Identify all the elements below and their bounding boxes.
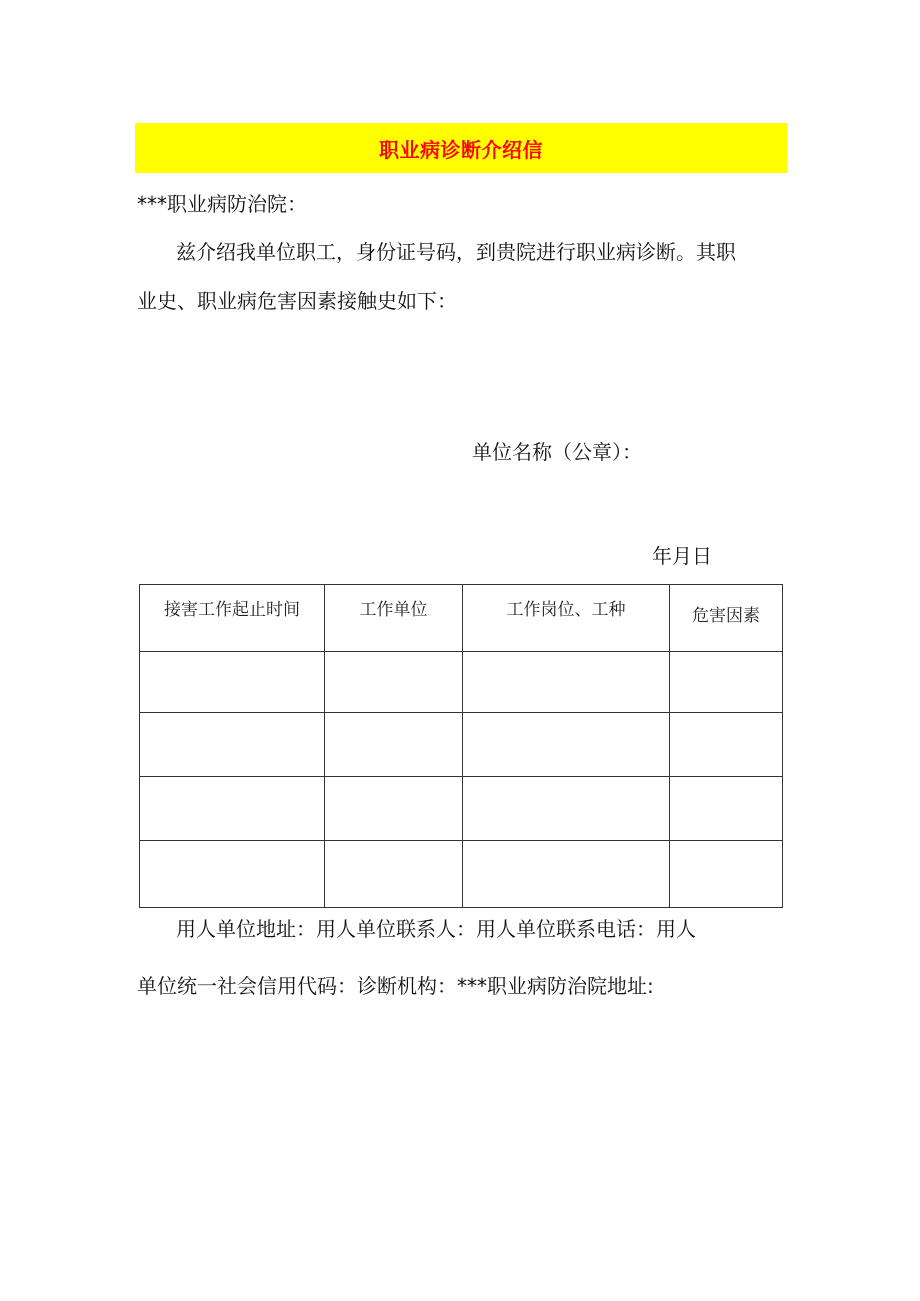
table-cell[interactable] bbox=[670, 841, 783, 908]
table-cell[interactable] bbox=[325, 652, 463, 713]
table-cell[interactable] bbox=[463, 652, 670, 713]
title-banner bbox=[135, 123, 787, 173]
table-cell[interactable] bbox=[670, 652, 783, 713]
occupational-history-table bbox=[139, 584, 783, 908]
header-work-unit: 工作单位 bbox=[325, 585, 463, 652]
table-row bbox=[140, 841, 783, 908]
org-name-seal-label: 单位名称（公章）： bbox=[472, 440, 642, 464]
table-cell[interactable] bbox=[463, 841, 670, 908]
table-cell[interactable] bbox=[463, 713, 670, 777]
table-row bbox=[140, 713, 783, 777]
footer-contact-line-1: 用人单位地址：用人单位联系人：用人单位联系电话：用人 bbox=[176, 917, 696, 941]
salutation: ***职业病防治院： bbox=[137, 192, 307, 216]
table-header-row bbox=[140, 585, 783, 652]
table-cell[interactable] bbox=[140, 713, 325, 777]
table-cell[interactable] bbox=[325, 713, 463, 777]
table-cell[interactable] bbox=[670, 713, 783, 777]
table-cell[interactable] bbox=[140, 652, 325, 713]
header-job-position: 工作岗位、工种 bbox=[463, 585, 670, 652]
date-label: 年月日 bbox=[652, 544, 712, 568]
table-cell[interactable] bbox=[670, 777, 783, 841]
body-paragraph-line-2: 业史、职业病危害因素接触史如下： bbox=[137, 289, 457, 313]
table-cell[interactable] bbox=[325, 841, 463, 908]
table-cell[interactable] bbox=[325, 777, 463, 841]
table-row bbox=[140, 652, 783, 713]
header-exposure-period: 接害工作起止时间 bbox=[140, 585, 325, 652]
header-hazard-factors: 危害因素 bbox=[670, 585, 783, 652]
document-title: 职业病诊断介绍信 bbox=[379, 137, 543, 162]
footer-contact-line-2: 单位统一社会信用代码：诊断机构：***职业病防治院地址: bbox=[137, 974, 654, 998]
body-paragraph-line-1: 兹介绍我单位职工，身份证号码，到贵院进行职业病诊断。其职 bbox=[176, 240, 736, 264]
table-cell[interactable] bbox=[140, 777, 325, 841]
table-row bbox=[140, 777, 783, 841]
table-cell[interactable] bbox=[463, 777, 670, 841]
table-cell[interactable] bbox=[140, 841, 325, 908]
